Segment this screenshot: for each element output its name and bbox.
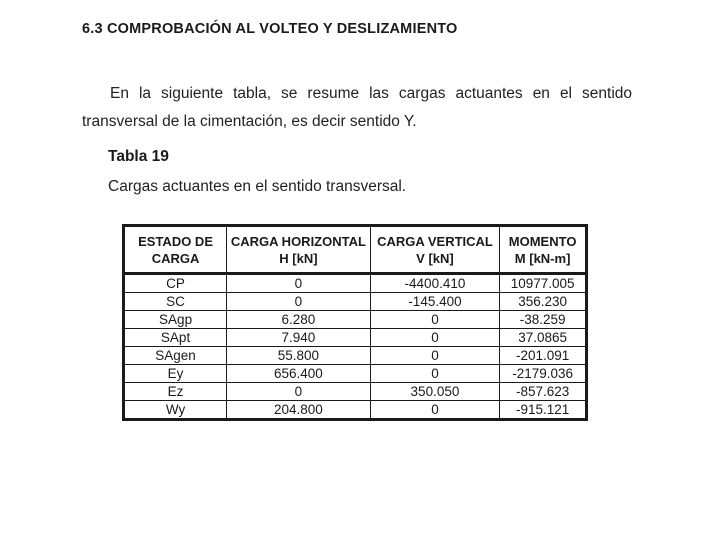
cell-estado: Ez [124, 383, 227, 401]
header-line: CARGA VERTICAL [377, 234, 493, 249]
table-row [124, 401, 587, 420]
section-heading: 6.3 COMPROBACIÓN AL VOLTEO Y DESLIZAMIENTO [82, 21, 458, 37]
cell-horizontal: 656.400 [227, 365, 371, 383]
cell-estado: SAgen [124, 347, 227, 365]
table-row [124, 293, 587, 311]
cell-estado: Wy [124, 401, 227, 420]
cell-momento: -2179.036 [500, 365, 587, 383]
cell-momento: -915.121 [500, 401, 587, 420]
cell-vertical: 0 [370, 329, 500, 347]
table-caption: Cargas actuantes en el sentido transversal. [108, 178, 407, 195]
header-carga-vertical [370, 226, 500, 274]
table-row [124, 347, 587, 365]
header-line: M [kN-m] [514, 251, 571, 266]
cell-momento: -201.091 [500, 347, 587, 365]
cell-estado: CP [124, 274, 227, 293]
cell-momento: -857.623 [500, 383, 587, 401]
cell-estado: SAgp [124, 311, 227, 329]
header-line: V [kN] [416, 251, 454, 266]
loads-table [122, 224, 588, 421]
cell-momento: 356.230 [500, 293, 587, 311]
table-header-row [124, 226, 587, 274]
cell-horizontal: 204.800 [227, 401, 371, 420]
intro-paragraph: En la siguiente tabla, se resume las cargas actuantes en el sentido transversal de la cimentación, es decir sentido Y. [82, 85, 632, 130]
cell-vertical: 0 [370, 365, 500, 383]
cell-momento: -38.259 [500, 311, 587, 329]
cell-horizontal: 7.940 [227, 329, 371, 347]
cell-vertical: 0 [370, 311, 500, 329]
cell-estado: SC [124, 293, 227, 311]
header-estado-de-carga [124, 226, 227, 274]
cell-momento: 37.0865 [500, 329, 587, 347]
cell-estado: SApt [124, 329, 227, 347]
table-row [124, 329, 587, 347]
cell-horizontal: 6.280 [227, 311, 371, 329]
header-line: H [kN] [279, 251, 318, 266]
cell-estado: Ey [124, 365, 227, 383]
header-line: MOMENTO [508, 234, 577, 249]
header-line: ESTADO DE [138, 234, 213, 249]
cell-horizontal: 0 [227, 293, 371, 311]
table-row [124, 311, 587, 329]
header-line: CARGA [151, 251, 200, 266]
cell-vertical: -4400.410 [370, 274, 500, 293]
cell-horizontal: 55.800 [227, 347, 371, 365]
header-carga-horizontal [227, 226, 371, 274]
header-line: CARGA HORIZONTAL [230, 234, 366, 249]
cell-horizontal: 0 [227, 274, 371, 293]
table-row [124, 383, 587, 401]
table-row [124, 365, 587, 383]
cell-vertical: 350.050 [370, 383, 500, 401]
table-row [124, 274, 587, 293]
cell-vertical: 0 [370, 347, 500, 365]
cell-vertical: -145.400 [370, 293, 500, 311]
cell-momento: 10977.005 [500, 274, 587, 293]
table-label: Tabla 19 [108, 148, 169, 165]
header-momento [500, 226, 587, 274]
cell-horizontal: 0 [227, 383, 371, 401]
cell-vertical: 0 [370, 401, 500, 420]
